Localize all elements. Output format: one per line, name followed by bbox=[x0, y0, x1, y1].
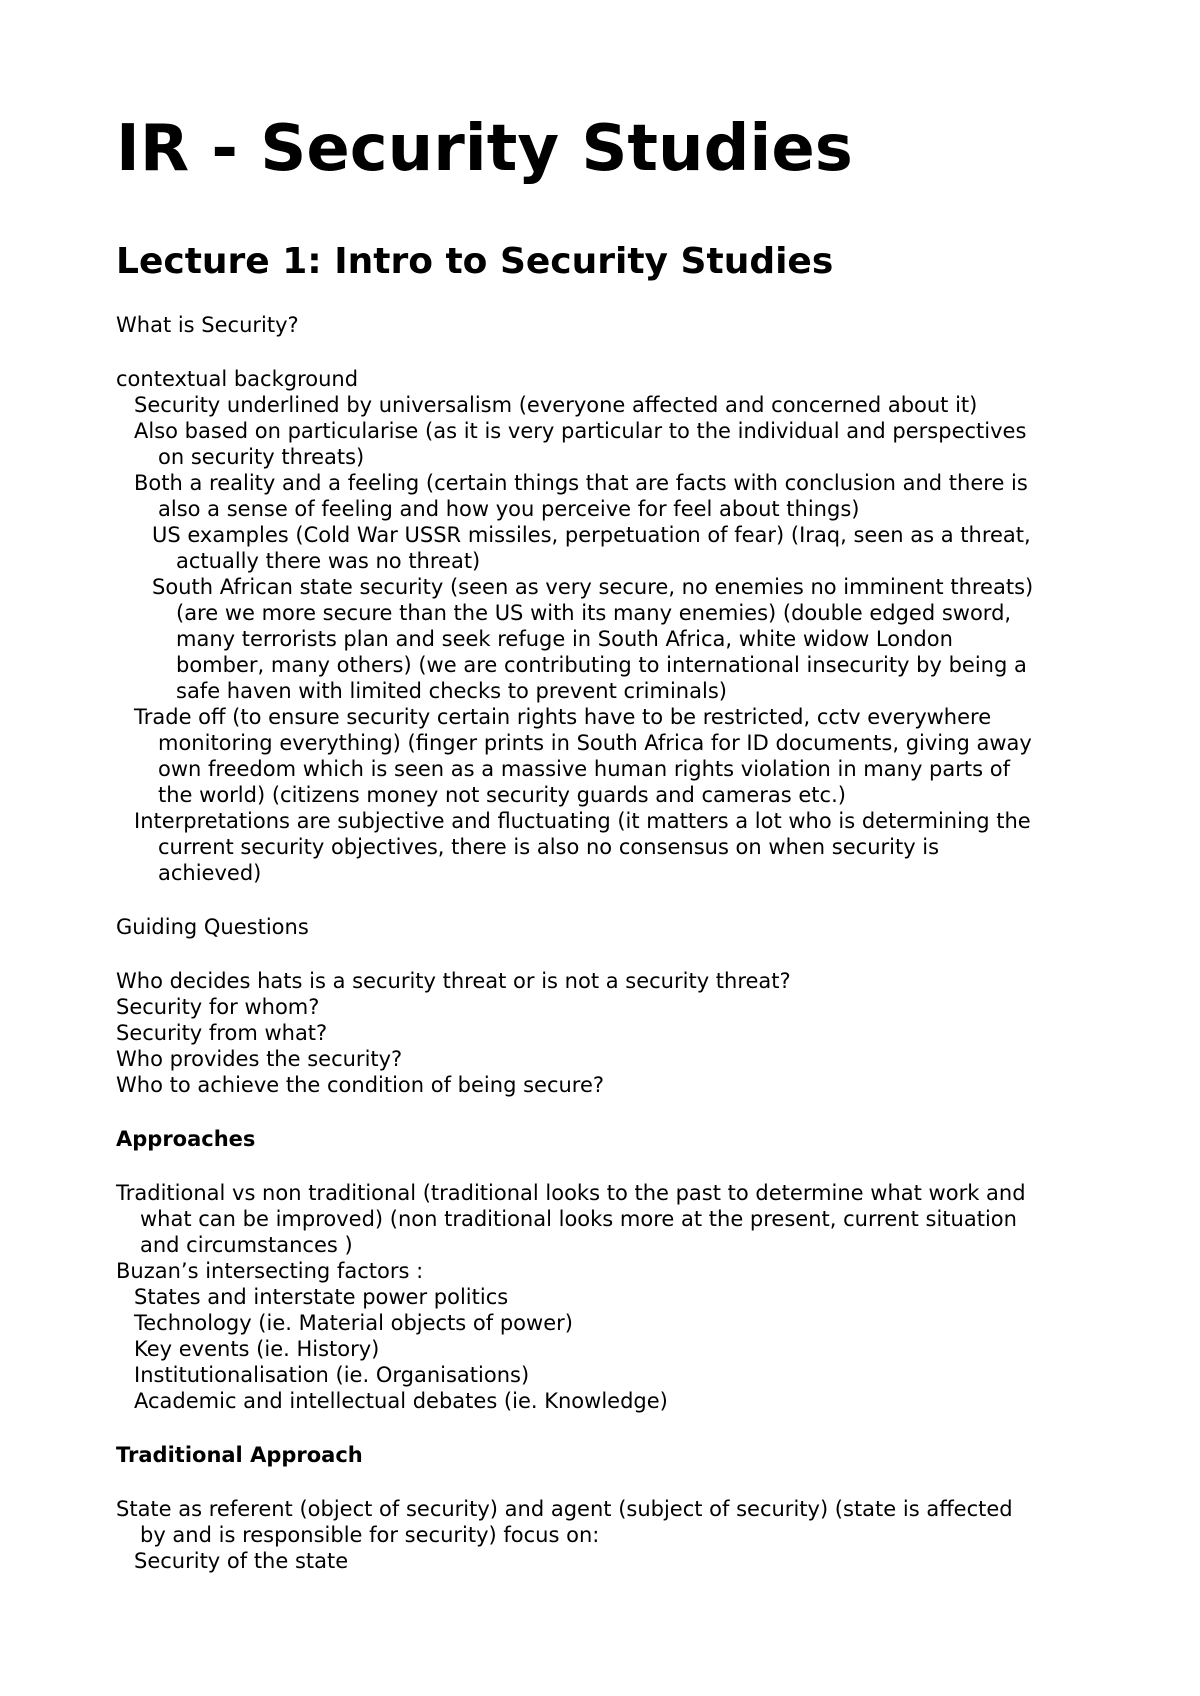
us-examples-line: actually there was no threat) bbox=[176, 549, 481, 573]
security-of-state-line: Security of the state bbox=[134, 1549, 349, 1573]
buzan-factor: States and interstate power politics bbox=[134, 1285, 509, 1309]
interpretations-line: Interpretations are subjective and fluctuating (it matters a lot who is determining the bbox=[134, 809, 1031, 833]
document-title: IR - Security Studies bbox=[116, 112, 853, 186]
south-africa-line: safe haven with limited checks to prevent criminals) bbox=[176, 679, 727, 703]
traditional-vs-line: and circumstances ) bbox=[140, 1233, 353, 1257]
what-is-security-heading: What is Security? bbox=[116, 313, 299, 337]
buzan-heading: Buzan’s intersecting factors : bbox=[116, 1259, 424, 1283]
contextual-background-heading: contextual background bbox=[116, 367, 359, 391]
context-particularise-line: on security threats) bbox=[158, 445, 365, 469]
context-particularise-line: Also based on particularise (as it is very particular to the individual and perspectives bbox=[134, 419, 1027, 443]
trade-off-line: own freedom which is seen as a massive human rights violation in many parts of bbox=[158, 757, 1010, 781]
buzan-factor: Institutionalisation (ie. Organisations) bbox=[134, 1363, 530, 1387]
traditional-vs-line: what can be improved) (non traditional looks more at the present, current situation bbox=[140, 1207, 1017, 1231]
context-reality-line: also a sense of feeling and how you perceive for feel about things) bbox=[158, 497, 860, 521]
guiding-question: Who provides the security? bbox=[116, 1047, 403, 1071]
south-africa-line: (are we more secure than the US with its many enemies) (double edged sword, bbox=[176, 601, 1012, 625]
buzan-factor: Key events (ie. History) bbox=[134, 1337, 380, 1361]
trade-off-line: the world) (citizens money not security guards and cameras etc.) bbox=[158, 783, 846, 807]
traditional-vs-line: Traditional vs non traditional (traditional looks to the past to determine what work and bbox=[116, 1181, 1026, 1205]
guiding-question: Who to achieve the condition of being secure? bbox=[116, 1073, 605, 1097]
approaches-heading: Approaches bbox=[116, 1127, 256, 1151]
state-referent-line: State as referent (object of security) and agent (subject of security) (state is affected bbox=[116, 1497, 1013, 1521]
trade-off-line: monitoring everything) (finger prints in South Africa for ID documents, giving away bbox=[158, 731, 1032, 755]
context-universalism: Security underlined by universalism (everyone affected and concerned about it) bbox=[134, 393, 978, 417]
south-africa-line: South African state security (seen as very secure, no enemies no imminent threats) bbox=[152, 575, 1034, 599]
trade-off-line: Trade off (to ensure security certain rights have to be restricted, cctv everywhere bbox=[134, 705, 992, 729]
buzan-factor: Academic and intellectual debates (ie. Knowledge) bbox=[134, 1389, 668, 1413]
buzan-factor: Technology (ie. Material objects of power) bbox=[134, 1311, 573, 1335]
guiding-question: Security from what? bbox=[116, 1021, 328, 1045]
interpretations-line: current security objectives, there is also no consensus on when security is bbox=[158, 835, 940, 859]
lecture-heading: Lecture 1: Intro to Security Studies bbox=[116, 241, 834, 282]
traditional-approach-heading: Traditional Approach bbox=[116, 1443, 363, 1467]
guiding-question: Security for whom? bbox=[116, 995, 320, 1019]
guiding-questions-heading: Guiding Questions bbox=[116, 915, 309, 939]
south-africa-line: many terrorists plan and seek refuge in South Africa, white widow London bbox=[176, 627, 953, 651]
guiding-question: Who decides hats is a security threat or is not a security threat? bbox=[116, 969, 791, 993]
south-africa-line: bomber, many others) (we are contributing to international insecurity by being a bbox=[176, 653, 1027, 677]
context-reality-line: Both a reality and a feeling (certain things that are facts with conclusion and there is bbox=[134, 471, 1028, 495]
state-referent-line: by and is responsible for security) focus on: bbox=[140, 1523, 600, 1547]
interpretations-line: achieved) bbox=[158, 861, 262, 885]
us-examples-line: US examples (Cold War USSR missiles, perpetuation of fear) (Iraq, seen as a threat, bbox=[152, 523, 1031, 547]
